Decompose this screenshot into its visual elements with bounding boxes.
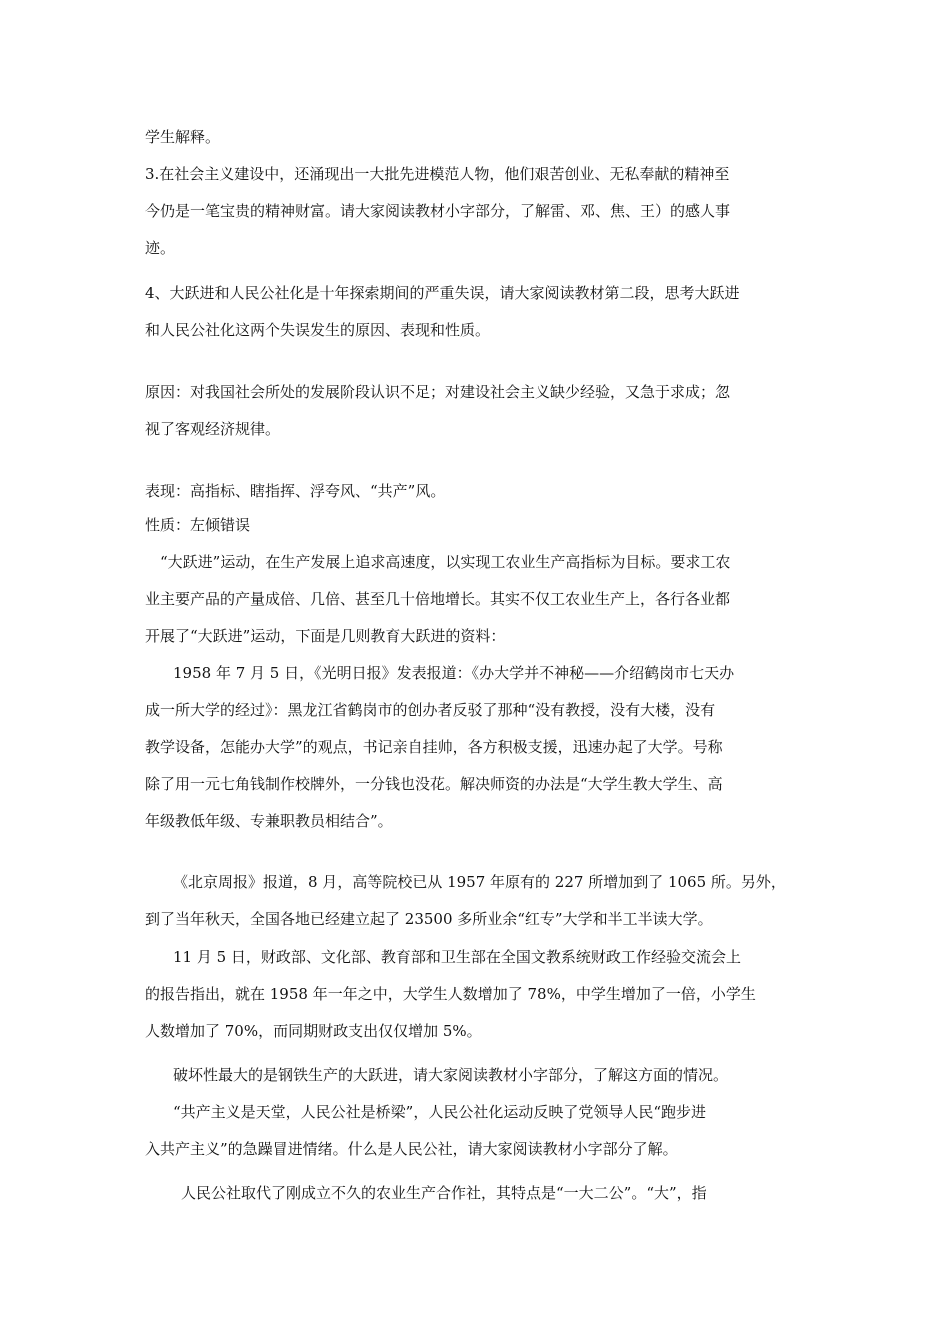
text-line: 原因：对我国社会所处的发展阶段认识不足；对建设社会主义缺少经验，又急于求成；忽 [145,383,731,401]
text-line: 11 月 5 日，财政部、文化部、教育部和卫生部在全国文教系统财政工作经验交流会上 [173,948,741,966]
text-line: 人数增加了 70%，而同期财政支出仅仅增加 5%。 [145,1022,482,1040]
text-line: 表现：高指标、瞎指挥、浮夸风、“共产”风。 [145,482,446,500]
text-line: 1958 年 7 月 5 日，《光明日报》发表报道：《办大学并不神秘——介绍鹤岗市七天办 [173,664,735,682]
text-line: 人民公社取代了刚成立不久的农业生产合作社，其特点是“一大二公”。“大”，指 [181,1184,707,1202]
text-line: 《北京周报》报道，8 月，高等院校已从 1957 年原有的 227 所增加到了 1065 所。另外， [173,873,786,891]
text-line: 学生解释。 [145,128,221,146]
text-line: 年级教低年级、专兼职教员相结合”。 [145,812,393,830]
text-line: 破坏性最大的是钢铁生产的大跃进，请大家阅读教材小字部分，了解这方面的情况。 [173,1066,729,1084]
text-line: 教学设备，怎能办大学”的观点，书记亲自挂帅，各方积极支援，迅速办起了大学。号称 [145,738,723,756]
text-line: 迹。 [145,239,176,257]
text-line: 视了客观经济规律。 [145,420,281,438]
text-line: 和人民公社化这两个失误发生的原因、表现和性质。 [145,321,491,339]
text-line: “共产主义是天堂，人民公社是桥梁”，人民公社化运动反映了党领导人民“跑步进 [173,1103,707,1121]
text-line: 成一所大学的经过》：黑龙江省鹤岗市的创办者反驳了那种“没有教授，没有大楼，没有 [145,701,716,719]
text-line: 的报告指出，就在 1958 年一年之中，大学生人数增加了 78%，中学生增加了一倍，小学生 [145,985,756,1003]
text-line: 入共产主义”的急躁冒进情绪。什么是人民公社，请大家阅读教材小字部分了解。 [145,1140,678,1158]
text-line: 到了当年秋天，全国各地已经建立起了 23500 多所业余“红专”大学和半工半读大学。 [145,910,713,928]
text-line: 业主要产品的产量成倍、几倍、甚至几十倍地增长。其实不仅工农业生产上，各行各业都 [145,590,731,608]
text-line: 性质：左倾错误 [145,516,251,534]
text-line: 3.在社会主义建设中，还涌现出一大批先进模范人物，他们艰苦创业、无私奉献的精神至 [145,165,730,183]
text-line: 今仍是一笔宝贵的精神财富。请大家阅读教材小字部分，了解雷、邓、焦、王）的感人事 [145,202,731,220]
text-line: “大跃进”运动，在生产发展上追求高速度，以实现工农业生产高指标为目标。要求工农 [160,553,731,571]
text-line: 除了用一元七角钱制作校牌外，一分钱也没花。解决师资的办法是“大学生教大学生、高 [145,775,723,793]
text-line: 4、大跃进和人民公社化是十年探索期间的严重失误，请大家阅读教材第二段，思考大跃进 [145,284,740,302]
text-line: 开展了“大跃进”运动，下面是几则教育大跃进的资料： [145,627,506,645]
